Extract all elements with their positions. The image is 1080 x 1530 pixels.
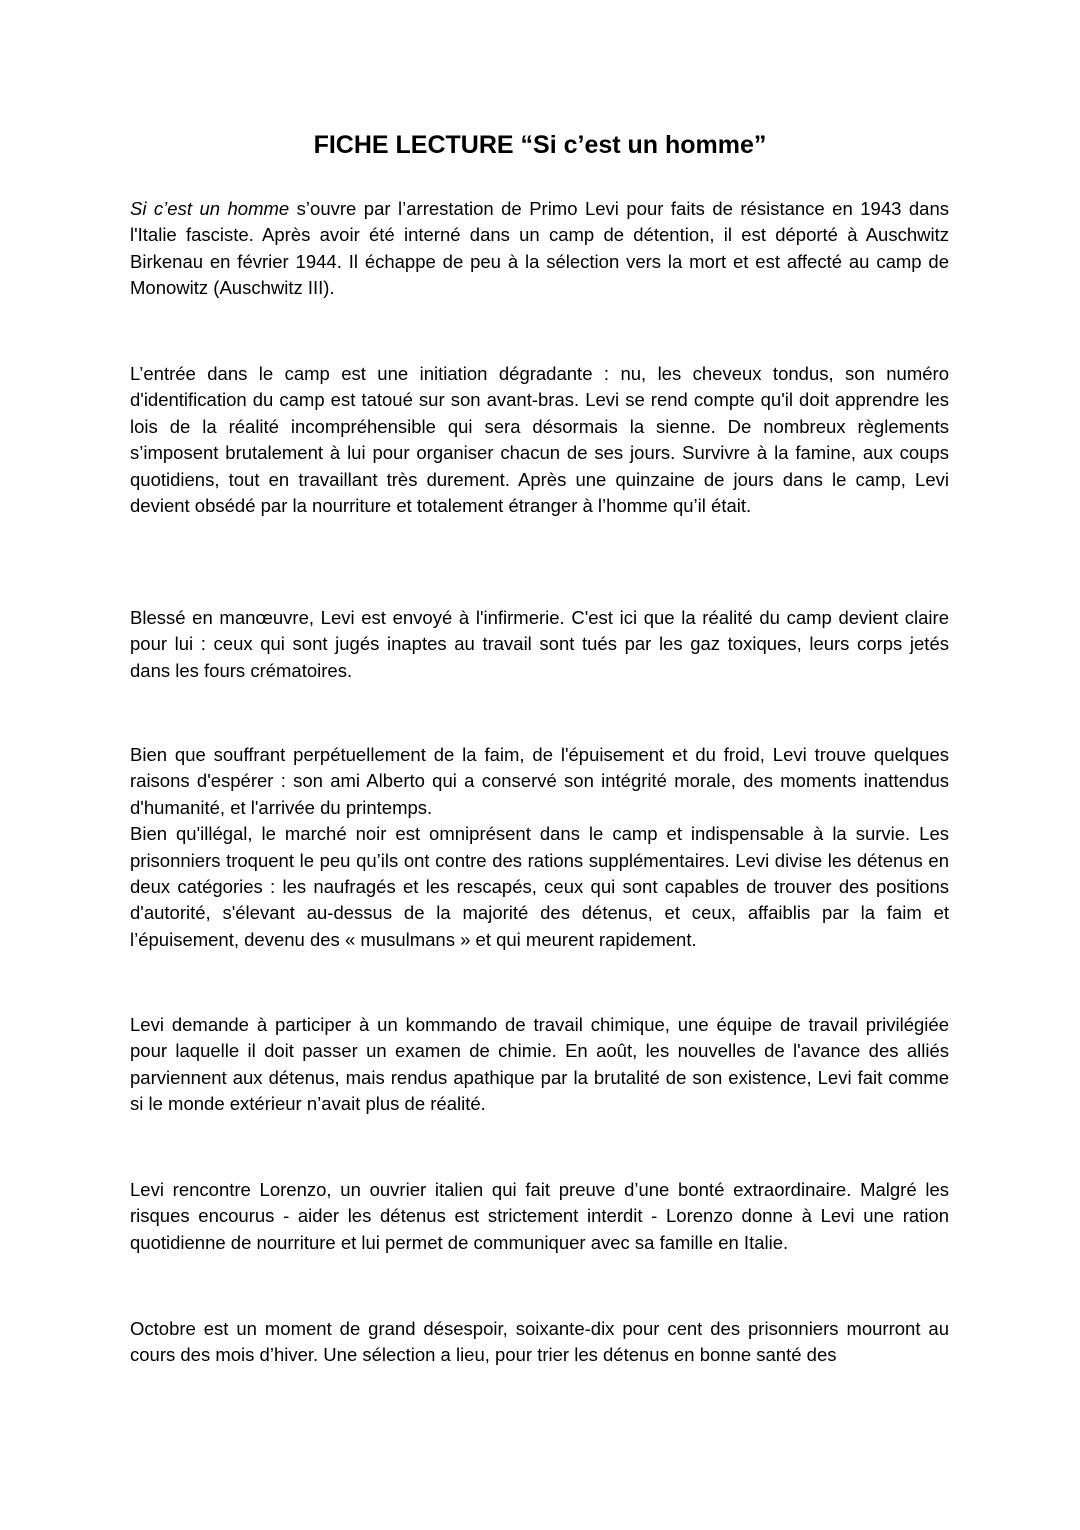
paragraph-1-text: s’ouvre par l’arrestation de Primo Levi pour faits de résistance en 1943 dans l'Italie fasciste. Après avoir été interné dans un camp de détention, il est déporté à Auschwitz Birkenau en février 1944. Il échappe de peu à la sélection vers la mort et est affecté au camp de Monowitz (Auschwitz III).: [130, 198, 949, 299]
paragraph-4b-text: Bien qu'illégal, le marché noir est omniprésent dans le camp et indispensable à la survie. Les prisonniers troquent le peu qu’ils ont contre des rations supplémentaires. Levi divise les détenus en deux catégories : les naufragés et les rescapés, ceux qui sont capables de trouver des positions d'autorité, s'élevant au-dessus de la majorité des détenus, et ceux, affaiblis par la faim et l’épuisement, devenu des « musulmans » et qui meurent rapidement.: [130, 823, 949, 950]
paragraph-5-text: Levi demande à participer à un kommando de travail chimique, une équipe de travail privilégiée pour laquelle il doit passer un examen de chimie. En août, les nouvelles de l'avance des alliés parviennent aux détenus, mais rendus apathique par la brutalité de son existence, Levi fait comme si le monde extérieur n’avait plus de réalité.: [130, 1014, 949, 1115]
document-title: FICHE LECTURE “Si c’est un homme”: [313, 131, 767, 159]
paragraph-1: [130, 196, 949, 302]
paragraph-6: [130, 1177, 949, 1256]
paragraph-4: [130, 742, 949, 953]
paragraph-2: [130, 361, 949, 519]
paragraph-7-text: Octobre est un moment de grand désespoir, soixante-dix pour cent des prisonniers mourront au cours des mois d’hiver. Une sélection a lieu, pour trier les détenus en bonne santé des: [130, 1318, 949, 1366]
paragraph-7: [130, 1316, 949, 1369]
paragraph-2-text: L’entrée dans le camp est une initiation dégradante : nu, les cheveux tondus, son numéro d'identification du camp est tatoué sur son avant-bras. Levi se rend compte qu'il doit apprendre les lois de la réalité incompréhensible qui sera désormais la sienne. De nombreux règlements s’imposent brutalement à lui pour organiser chacun de ses jours. Survivre à la famine, aux coups quotidiens, tout en travaillant très durement. Après une quinzaine de jours dans le camp, Levi devient obsédé par la nourriture et totalement étranger à l’homme qu’il était.: [130, 363, 949, 517]
paragraph-3: [130, 605, 949, 684]
paragraph-4a-text: Bien que souffrant perpétuellement de la faim, de l'épuisement et du froid, Levi trouve quelques raisons d'espérer : son ami Alberto qui a conservé son intégrité morale, des moments inattendus d'humanité, et l'arrivée du printemps.: [130, 744, 949, 818]
paragraph-5: [130, 1012, 949, 1118]
book-title-italic: Si c’est un homme: [130, 198, 290, 219]
paragraph-3-text: Blessé en manœuvre, Levi est envoyé à l'infirmerie. C'est ici que la réalité du camp devient claire pour lui : ceux qui sont jugés inaptes au travail sont tués par les gaz toxiques, leurs corps jetés dans les fours crématoires.: [130, 607, 949, 681]
paragraph-6-text: Levi rencontre Lorenzo, un ouvrier italien qui fait preuve d’une bonté extraordinaire. Malgré les risques encourus - aider les détenus est strictement interdit - Lorenzo donne à Levi une ration quotidienne de nourriture et lui permet de communiquer avec sa famille en Italie.: [130, 1179, 949, 1253]
